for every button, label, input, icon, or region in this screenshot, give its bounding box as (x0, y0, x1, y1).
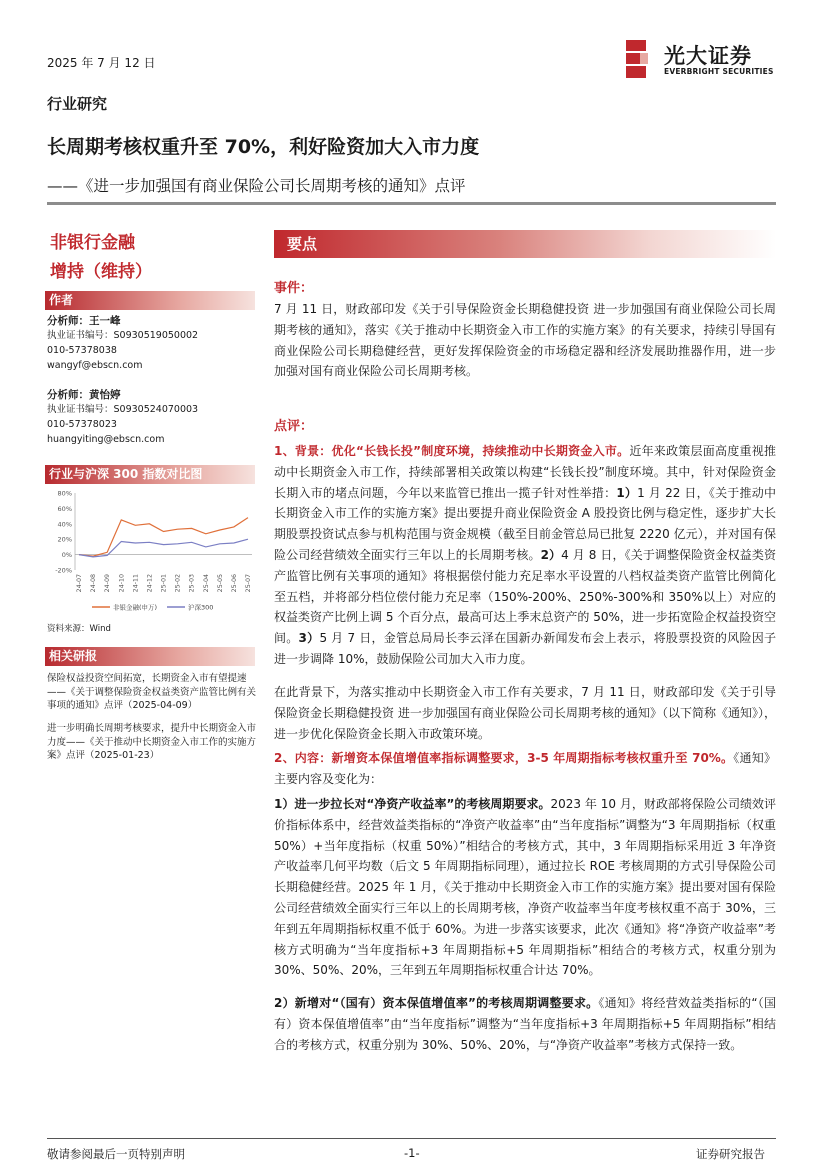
y-tick-label: -20% (55, 566, 72, 575)
report-subtitle: ——《进一步加强国有商业保险公司长周期考核的通知》点评 (47, 177, 466, 195)
background-text: 5 月 7 日，金管总局局长李云泽在国新办新闻发布会上表示，将股票投资的风险因子进一步调降 10%，鼓励保险公司加大入市力度。 (274, 631, 776, 666)
y-tick-label: 0% (61, 551, 72, 560)
related-report-2[interactable]: 进一步明确长周期考核要求，提升中长期资金入市力度——《关于推动中长期资金入市工作的实施方案》点评（2025-01-23） (47, 723, 257, 761)
legend-label: 沪深300 (188, 603, 214, 612)
company-logo (620, 38, 780, 82)
y-tick-label: 20% (57, 535, 72, 544)
background-text: 近年来政策层面高度重视推动中长期资金入市工作，持续部署相关政策以构建“长钱长投”制度环境。其中，针对保险资金长期入市的堵点问题，今年以来监管已推出一揽子针对性举措： (274, 444, 776, 500)
report-title: 长周期考核权重升至 70%，利好险资加大入市力度 (47, 136, 480, 158)
analyst-cert: 执业证书编号：S0930519050002 (47, 330, 199, 341)
background-paragraph (274, 441, 776, 670)
analyst-block-2 (47, 387, 259, 447)
capital-paragraph (274, 993, 776, 1055)
x-tick-label: 25-01 (160, 574, 168, 593)
analyst-email[interactable]: wangyf@ebscn.com (47, 360, 143, 371)
footer-report-type: 证券研究报告 (696, 1147, 765, 1161)
analyst-block-1 (47, 313, 259, 373)
item-number: 2） (540, 547, 562, 562)
analyst-cert: 执业证书编号：S0930524070003 (47, 404, 199, 415)
index-comparison-chart (47, 487, 259, 617)
authors-header: 作者 (45, 291, 255, 310)
y-tick-label: 80% (57, 489, 72, 498)
background-text: 4 月 8 日，《关于调整保险资金权益类资产监管比例有关事项的通知》将根据偿付能力充足率水平设置的八档权益类资产监管比例简化至五档，并将部分档位偿付能力充足率（150%-200%、250%-300%和 350%以上）对应的权益类资产比例上调 5 个百分点，最高可达上季末总资产的 50%，进一步拓宽险企权益投资空间。 (274, 547, 776, 646)
report-category: 行业研究 (47, 95, 108, 113)
chart-header: 行业与沪深 300 指数对比图 (45, 465, 255, 484)
x-tick-label: 24-12 (146, 574, 154, 593)
content-paragraph (274, 748, 776, 790)
x-tick-label: 24-11 (132, 574, 140, 593)
related-research-header: 相关研报 (45, 647, 255, 666)
analyst-email[interactable]: huangyiting@ebscn.com (47, 434, 165, 445)
x-tick-label: 25-04 (202, 574, 210, 593)
analyst-name: 分析师：黄怡婷 (47, 389, 121, 401)
x-tick-label: 24-10 (118, 574, 126, 593)
related-report-1[interactable]: 保险权益投资空间拓宽，长期资金入市有望提速——《关于调整保险资金权益类资产监管比例有关事项的通知》点评（2025-04-09） (47, 673, 257, 711)
analyst-name: 分析师：王一峰 (47, 315, 121, 327)
content-heading: 2、内容：新增资本保值增值率指标调整要求，3-5 年周期指标考核权重升至 70%。 (274, 751, 734, 765)
roe-paragraph (274, 794, 776, 981)
x-tick-label: 25-05 (216, 574, 224, 593)
x-tick-label: 24-08 (90, 574, 98, 593)
footer-divider (47, 1138, 776, 1139)
series-line-nonbank (79, 518, 248, 557)
y-tick-label: 40% (57, 520, 72, 529)
context-paragraph: 在此背景下，为落实推动中长期资金入市工作有关要求，7 月 11 日，财政部印发《关于引导保险资金长期稳健投资 进一步加强国有商业保险公司长周期考核的通知》（以下简称《通知》），进一步优化保险资金长期入市政策环境。 (274, 685, 776, 741)
analyst-phone: 010-57378038 (47, 345, 117, 356)
x-tick-label: 25-06 (230, 574, 238, 593)
comment-label: 点评： (274, 419, 314, 434)
title-divider (47, 202, 776, 205)
sector-name: 非银行金融 (50, 233, 135, 253)
chart-source: 资料来源：Wind (47, 624, 111, 634)
roe-heading: 1）进一步拉长对“净资产收益率”的考核周期要求。 (274, 797, 551, 811)
x-tick-label: 24-07 (76, 574, 83, 593)
event-label: 事件： (274, 281, 314, 296)
series-line-hs300 (79, 539, 248, 557)
x-tick-label: 25-03 (188, 574, 196, 593)
y-tick-label: 60% (57, 504, 72, 513)
everbright-logo-icon (620, 38, 660, 82)
disclaimer-note[interactable]: 敬请参阅最后一页特别声明 (47, 1147, 185, 1161)
x-tick-label: 25-07 (245, 574, 252, 593)
background-heading: 1、背景：优化“长钱长投”制度环境，持续推动中长期资金入市。 (274, 444, 630, 458)
logo-english-text: EVERBRIGHT SECURITIES (664, 67, 774, 76)
legend-label: 非银金融(申万) (113, 603, 158, 612)
background-text: 1 月 22 日，《关于推动中长期资金入市工作的实施方案》提出要提升商业保险资金 A 股投资比例与稳定性，逐步扩大长期股票投资试点参与机构范围与资金规模（截至目前金管总局已批复 2220 亿元），并对国有保险公司经营绩效全面实行三年以上的长周期考核。 (274, 485, 776, 562)
item-number: 3） (298, 631, 320, 646)
analyst-phone: 010-57378023 (47, 419, 117, 430)
report-date: 2025 年 7 月 12 日 (47, 56, 156, 70)
logo-text: 光大证券 (664, 44, 752, 68)
rating: 增持（维持） (50, 262, 152, 282)
content-text: 《通知》主要内容及变化为： (274, 751, 776, 786)
item-number: 1） (616, 485, 638, 500)
x-tick-label: 25-02 (174, 574, 182, 593)
event-paragraph: 7 月 11 日，财政部印发《关于引导保险资金长期稳健投资 进一步加强国有商业保险公司长周期考核的通知》，落实《关于推动中长期资金入市工作的实施方案》的有关要求，持续引导国有商业保险公司长期稳健经营，更好发挥保险资金的市场稳定器和经济发展助推器作用，进一步加强对国有商业保险公司长周期考核。 (274, 302, 776, 379)
capital-text: 《通知》将经营效益类指标的“（国有）资本保值增值率”由“当年度指标”调整为“当年度指标+3 年周期指标+5 年周期指标”相结合的考核方式，权重分别为 30%、50%、20%，与“净资产收益率”考核方式保持一致。 (274, 996, 776, 1052)
capital-heading: 2）新增对“（国有）资本保值增值率”的考核周期调整要求。 (274, 996, 599, 1010)
key-points-header: 要点 (274, 230, 776, 258)
x-tick-label: 24-09 (104, 574, 112, 593)
page-number: -1- (404, 1146, 420, 1160)
roe-text: 2023 年 10 月，财政部将保险公司绩效评价指标体系中，经营效益类指标的“净资产收益率”由“当年度指标”调整为“3 年周期指标（权重 50%）+当年度指标（权重 50%）”相结合的考核方式，其中，3 年周期指标采用近 3 年净资产收益率几何平均数（后文 5 年周期指标同理），通过拉长 ROE 考核周期的方式引导保险公司长期稳健经营。2025 年 1 月，《关于推动中长期资金入市工作的实施方案》提出要对国有保险公司经营绩效全面实行三年以上的长周期考核，净资产收益率当年度考核权重不高于 30%，三年到五年周期指标权重不低于 60%。为进一步落实该要求，此次《通知》将“净资产收益率”考核方式明确为“当年度指标+3 年周期指标+5 年周期指标”相结合的考核方式，权重分别为 30%、50%、20%，三年到五年周期指标权重合计达 70%。 (274, 797, 776, 978)
